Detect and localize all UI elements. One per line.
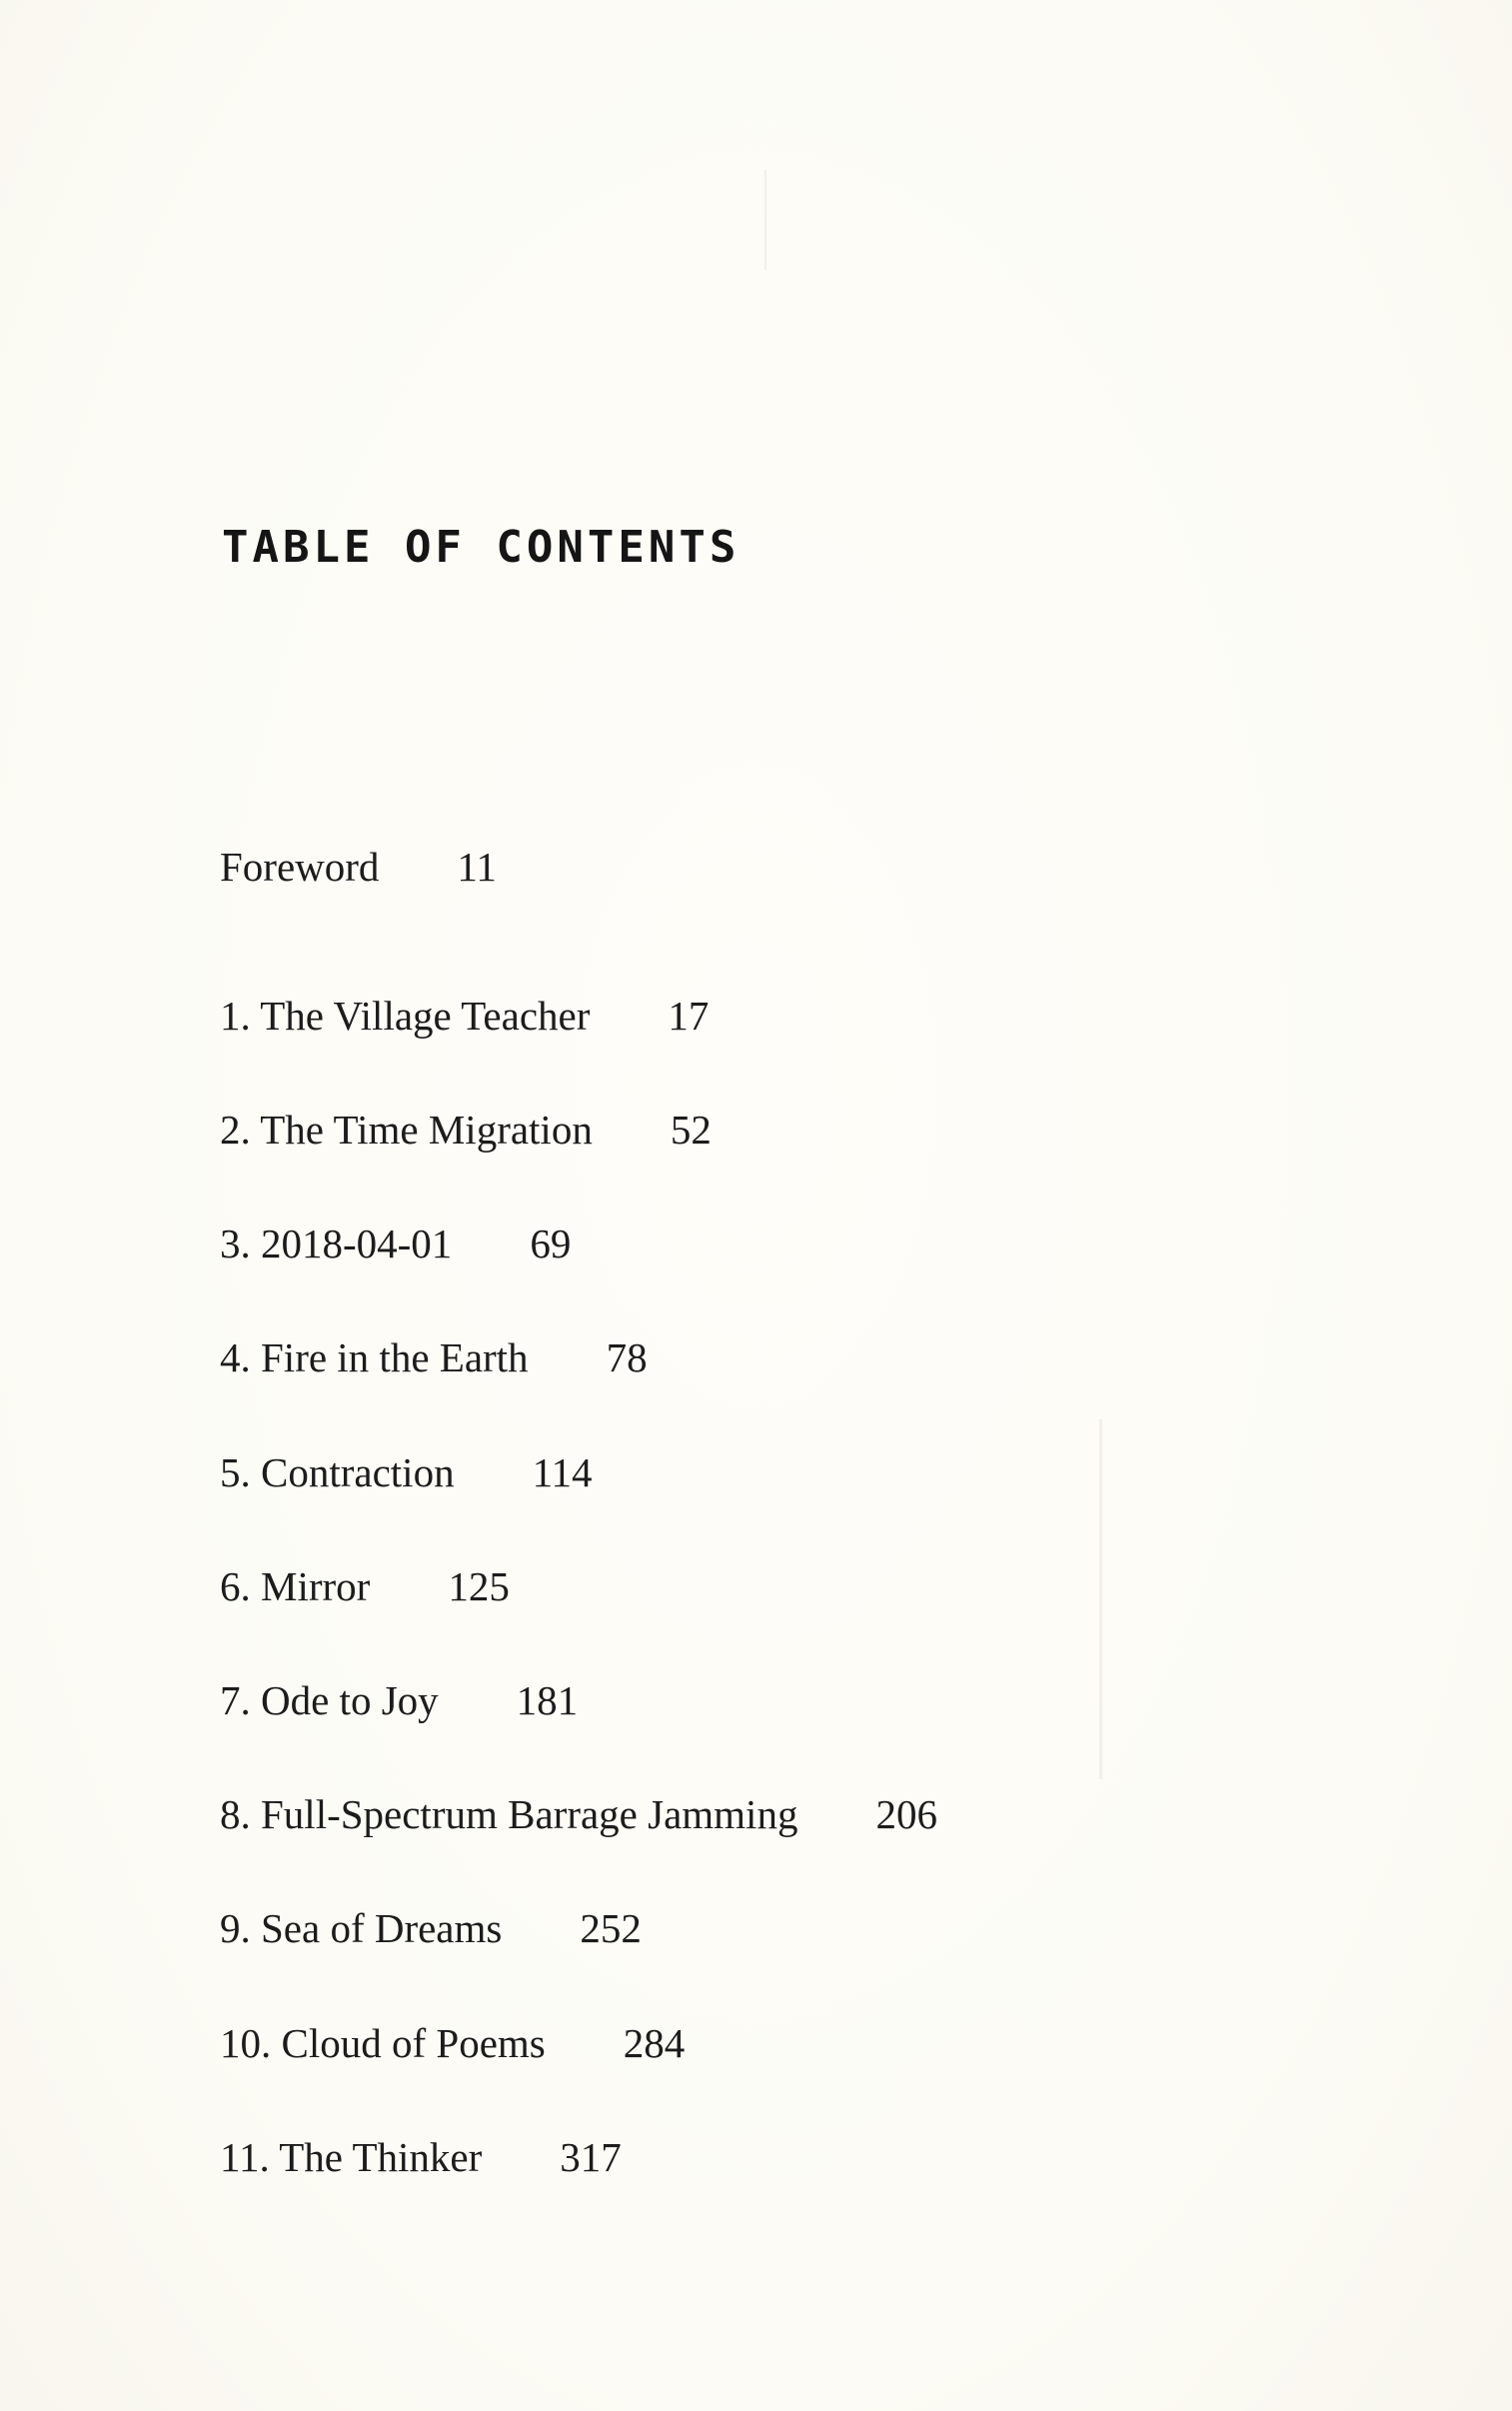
toc-entry <box>220 842 497 892</box>
toc-entry <box>220 2018 685 2068</box>
toc-entry-title: Foreword <box>220 844 380 890</box>
toc-entry <box>220 1447 593 1497</box>
toc-entry-page-number: 252 <box>580 1905 642 1951</box>
toc-entry-page-number: 317 <box>560 2134 622 2180</box>
toc-entry-title: 8. Full-Spectrum Barrage Jamming <box>220 1791 798 1837</box>
toc-entry <box>220 1218 571 1268</box>
page-title: TABLE OF CONTENTS <box>222 522 741 573</box>
toc-entry <box>220 991 709 1041</box>
toc-entry-title: 11. The Thinker <box>220 2134 483 2180</box>
toc-entry <box>220 2132 622 2182</box>
toc-entry-page-number: 181 <box>516 1677 579 1723</box>
toc-entry <box>220 1789 937 1839</box>
page-crease-mark <box>1099 1419 1102 1779</box>
toc-entry <box>220 1675 578 1725</box>
toc-entry-page-number: 78 <box>606 1334 648 1380</box>
toc-entry-page-number: 17 <box>668 993 710 1039</box>
toc-entry-title: 2. The Time Migration <box>220 1107 593 1153</box>
toc-entry-page-number: 69 <box>530 1220 572 1266</box>
toc-entry-page-number: 284 <box>623 2020 686 2066</box>
toc-entry-page-number: 52 <box>670 1107 712 1153</box>
toc-entry-title: 10. Cloud of Poems <box>220 2020 546 2066</box>
toc-entry <box>220 1903 642 1953</box>
toc-entry-page-number: 125 <box>448 1563 510 1609</box>
toc-entry-title: 5. Contraction <box>220 1449 455 1495</box>
toc-entry <box>220 1561 510 1611</box>
toc-entry-page-number: 206 <box>875 1791 937 1837</box>
toc-entry <box>220 1105 712 1155</box>
toc-entry-title: 6. Mirror <box>220 1563 371 1609</box>
toc-entry-page-number: 11 <box>457 844 497 890</box>
toc-entry-title: 7. Ode to Joy <box>220 1677 439 1723</box>
toc-entry-title: 1. The Village Teacher <box>220 993 591 1039</box>
page-crease-mark <box>764 170 766 270</box>
toc-entry-title: 3. 2018-04-01 <box>220 1220 453 1266</box>
toc-entry-title: 4. Fire in the Earth <box>220 1334 529 1380</box>
toc-entry-page-number: 114 <box>532 1449 593 1495</box>
toc-entry-title: 9. Sea of Dreams <box>220 1905 503 1951</box>
toc-entry <box>220 1332 648 1382</box>
